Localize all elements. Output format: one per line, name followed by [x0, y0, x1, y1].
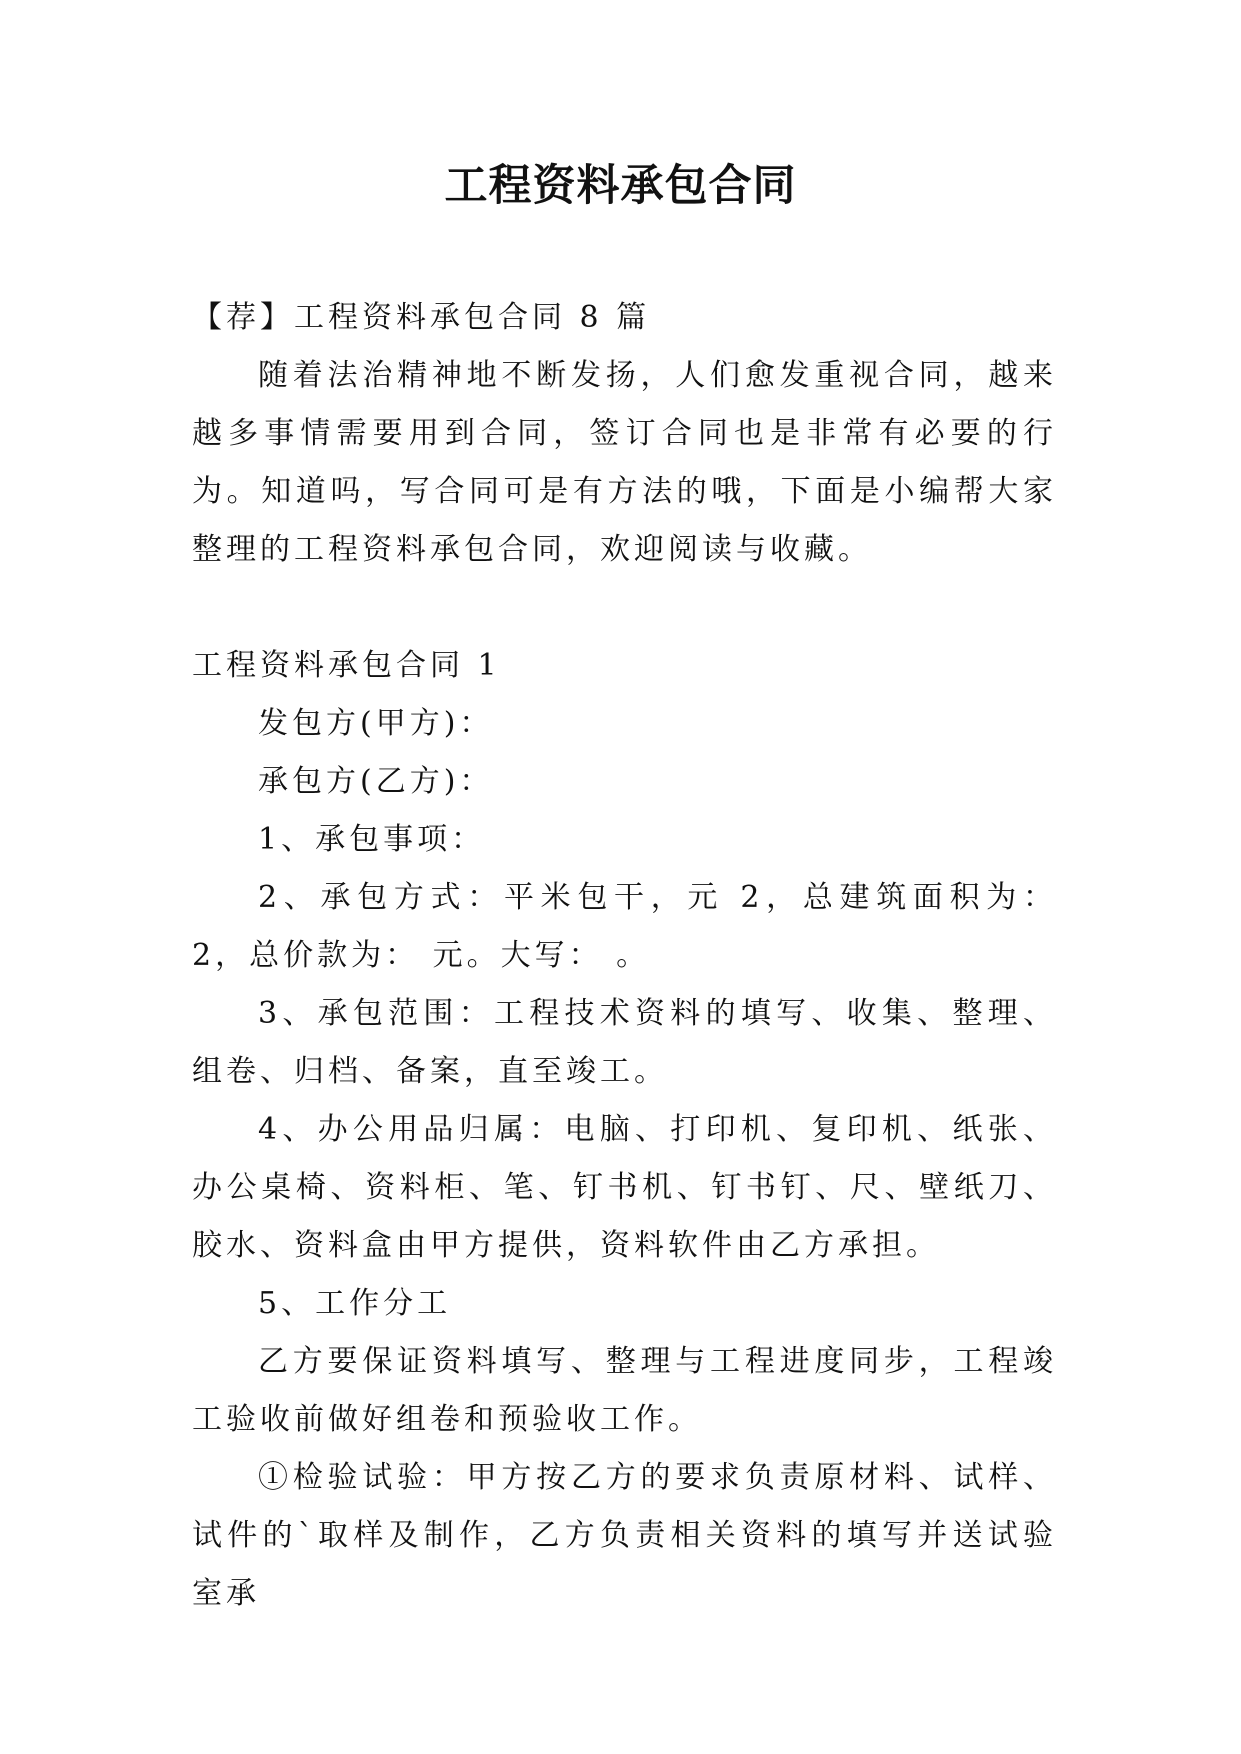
- document-body: [192, 289, 1057, 1623]
- clause-1: 1、承包事项：: [258, 822, 486, 857]
- clause-5-subitem-1: ①检验试验：甲方按乙方的要求负责原材料、试样、试件的`取样及制作，乙方负责相关资料的填写并送试验室承: [192, 1460, 1057, 1611]
- lead-line: 【荐】工程资料承包合同 8 篇: [192, 300, 651, 335]
- party-a-line: 发包方(甲方)：: [258, 706, 494, 741]
- clause-3: 3、承包范围：工程技术资料的填写、收集、整理、组卷、归档、备案，直至竣工。: [192, 996, 1057, 1089]
- section-title: 工程资料承包合同 1: [192, 648, 501, 683]
- party-b-line: 承包方(乙方)：: [258, 764, 494, 799]
- clause-2: 2、承包方式：平米包干，元 2，总建筑面积为： 2，总价款为： 元。大写： 。: [192, 880, 1057, 973]
- paragraph-spacer: [192, 579, 1057, 637]
- document-title: 工程资料承包合同: [444, 161, 797, 211]
- clause-5-paragraph: 乙方要保证资料填写、整理与工程进度同步，工程竣工验收前做好组卷和预验收工作。: [192, 1344, 1057, 1437]
- clause-4: 4、办公用品归属：电脑、打印机、复印机、纸张、办公桌椅、资料柜、笔、钉书机、钉书钉、尺、壁纸刀、胶水、资料盒由甲方提供，资料软件由乙方承担。: [192, 1112, 1057, 1263]
- intro-paragraph: 随着法治精神地不断发扬，人们愈发重视合同，越来越多事情需要用到合同，签订合同也是非常有必要的行为。知道吗，写合同可是有方法的哦，下面是小编帮大家整理的工程资料承包合同，欢迎阅读与收藏。: [192, 358, 1057, 567]
- clause-5-heading: 5、工作分工: [258, 1286, 452, 1321]
